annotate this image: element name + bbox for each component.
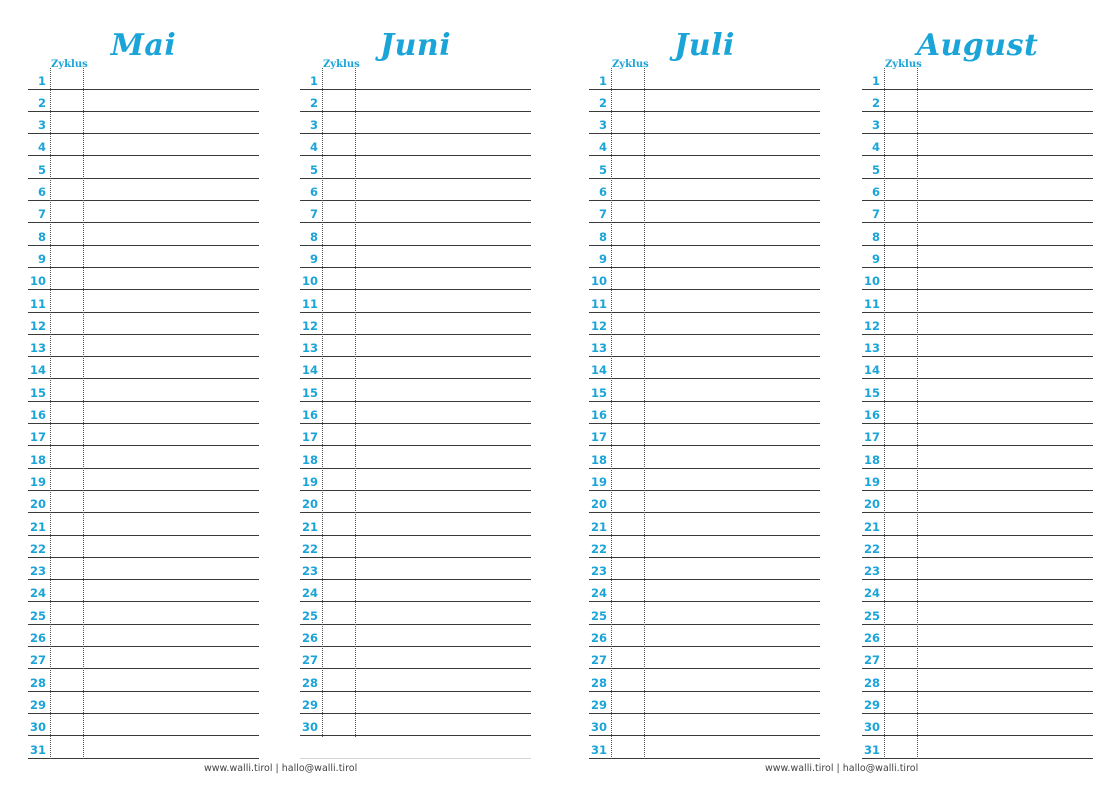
day-number: 9 (309, 251, 318, 266)
day-number: 16 (29, 408, 46, 423)
day-row[interactable] (28, 67, 259, 89)
day-row[interactable] (862, 558, 1093, 580)
day-number: 4 (37, 140, 46, 155)
zyklus-column-label: Zyklus (323, 59, 360, 70)
day-row[interactable] (862, 669, 1093, 691)
zyklus-column-label: Zyklus (51, 59, 88, 70)
month-title: Juni (379, 28, 452, 63)
day-row[interactable] (300, 602, 531, 624)
day-number: 9 (871, 251, 880, 266)
day-number: 18 (863, 452, 880, 467)
day-row[interactable] (300, 513, 531, 535)
day-number: 5 (598, 162, 607, 177)
day-number: 2 (871, 95, 880, 110)
day-row[interactable] (862, 313, 1093, 335)
day-number: 27 (301, 653, 318, 668)
day-row[interactable] (300, 736, 531, 758)
day-row[interactable] (28, 736, 259, 758)
day-number: 10 (29, 274, 46, 289)
day-row[interactable] (300, 625, 531, 647)
day-row[interactable] (28, 357, 259, 379)
day-number: 30 (301, 720, 318, 735)
day-row[interactable] (300, 290, 531, 312)
day-number: 11 (29, 296, 46, 311)
day-row[interactable] (28, 379, 259, 401)
day-number: 17 (29, 430, 46, 445)
day-row[interactable] (589, 580, 820, 602)
day-number: 14 (863, 363, 880, 378)
day-rows (862, 67, 1093, 758)
day-number: 29 (301, 697, 318, 712)
day-number: 22 (590, 541, 607, 556)
day-number: 28 (301, 675, 318, 690)
day-row[interactable] (300, 335, 531, 357)
day-number: 31 (29, 742, 46, 757)
day-row[interactable] (862, 692, 1093, 714)
day-row[interactable] (862, 379, 1093, 401)
day-row[interactable] (28, 201, 259, 223)
day-number: 25 (590, 608, 607, 623)
day-row[interactable] (300, 134, 531, 156)
day-number: 28 (29, 675, 46, 690)
day-row[interactable] (300, 90, 531, 112)
day-number: 13 (863, 341, 880, 356)
day-number: 16 (590, 408, 607, 423)
day-row[interactable] (862, 335, 1093, 357)
day-number: 24 (29, 586, 46, 601)
day-row[interactable] (28, 536, 259, 558)
day-row[interactable] (300, 67, 531, 89)
day-number: 23 (301, 564, 318, 579)
day-row[interactable] (862, 491, 1093, 513)
day-row[interactable] (28, 290, 259, 312)
day-number: 22 (29, 541, 46, 556)
day-row[interactable] (28, 580, 259, 602)
day-row[interactable] (589, 335, 820, 357)
day-row[interactable] (28, 446, 259, 468)
day-number: 31 (590, 742, 607, 757)
day-row[interactable] (589, 90, 820, 112)
zyklus-divider-right (83, 68, 84, 759)
day-row[interactable] (589, 625, 820, 647)
day-row[interactable] (589, 179, 820, 201)
day-number: 6 (309, 185, 318, 200)
day-number: 18 (590, 452, 607, 467)
day-row[interactable] (300, 647, 531, 669)
day-number: 22 (301, 541, 318, 556)
day-number: 2 (37, 95, 46, 110)
day-number: 20 (29, 497, 46, 512)
day-number: 17 (590, 430, 607, 445)
day-row[interactable] (862, 513, 1093, 535)
day-number: 10 (301, 274, 318, 289)
day-row[interactable] (28, 491, 259, 513)
day-row[interactable] (300, 379, 531, 401)
day-row[interactable] (589, 446, 820, 468)
day-row[interactable] (28, 625, 259, 647)
day-row[interactable] (589, 223, 820, 245)
day-row[interactable] (589, 67, 820, 89)
day-number: 2 (309, 95, 318, 110)
day-row[interactable] (862, 736, 1093, 758)
footer-contact-text: www.walli.tirol | hallo@walli.tirol (765, 763, 919, 774)
day-number: 21 (301, 519, 318, 534)
day-row[interactable] (862, 67, 1093, 89)
day-number: 26 (29, 631, 46, 646)
day-number: 6 (598, 185, 607, 200)
day-number: 19 (863, 474, 880, 489)
day-row[interactable] (300, 692, 531, 714)
day-number: 4 (871, 140, 880, 155)
day-number: 4 (598, 140, 607, 155)
day-row[interactable] (589, 134, 820, 156)
day-number: 13 (301, 341, 318, 356)
day-row[interactable] (589, 602, 820, 624)
day-number: 26 (301, 631, 318, 646)
day-number: 25 (863, 608, 880, 623)
day-number: 12 (590, 318, 607, 333)
footer-contact-text: www.walli.tirol | hallo@walli.tirol (204, 763, 358, 774)
day-row[interactable] (589, 379, 820, 401)
day-row[interactable] (28, 714, 259, 736)
day-row[interactable] (300, 669, 531, 691)
day-row[interactable] (300, 156, 531, 178)
day-number: 23 (29, 564, 46, 579)
day-number: 20 (590, 497, 607, 512)
day-number: 21 (590, 519, 607, 534)
day-number: 11 (590, 296, 607, 311)
day-number: 17 (863, 430, 880, 445)
day-rows (28, 67, 259, 758)
day-number: 22 (863, 541, 880, 556)
day-row[interactable] (300, 580, 531, 602)
day-number: 29 (863, 697, 880, 712)
day-number: 8 (598, 229, 607, 244)
day-number: 14 (29, 363, 46, 378)
day-row[interactable] (300, 558, 531, 580)
day-row[interactable] (862, 112, 1093, 134)
day-row[interactable] (300, 313, 531, 335)
day-number: 16 (301, 408, 318, 423)
day-row[interactable] (28, 313, 259, 335)
day-number: 19 (590, 474, 607, 489)
day-row[interactable] (862, 201, 1093, 223)
day-number: 29 (29, 697, 46, 712)
day-row[interactable] (589, 692, 820, 714)
day-row[interactable] (28, 90, 259, 112)
day-row[interactable] (300, 357, 531, 379)
day-number: 21 (29, 519, 46, 534)
day-number: 15 (863, 385, 880, 400)
month-column-august (862, 0, 1093, 760)
day-row[interactable] (862, 268, 1093, 290)
zyklus-divider-right (355, 68, 356, 737)
day-row[interactable] (589, 246, 820, 268)
day-number: 6 (37, 185, 46, 200)
day-row[interactable] (862, 90, 1093, 112)
day-number: 8 (37, 229, 46, 244)
day-number: 23 (590, 564, 607, 579)
day-number: 25 (29, 608, 46, 623)
zyklus-divider-left (884, 68, 885, 759)
day-row[interactable] (300, 424, 531, 446)
day-number: 1 (309, 73, 318, 88)
day-row[interactable] (862, 536, 1093, 558)
day-row[interactable] (862, 446, 1093, 468)
day-number: 4 (309, 140, 318, 155)
day-row[interactable] (589, 201, 820, 223)
day-number: 27 (590, 653, 607, 668)
day-number: 7 (309, 207, 318, 222)
day-row[interactable] (28, 469, 259, 491)
day-row[interactable] (589, 536, 820, 558)
day-row[interactable] (862, 402, 1093, 424)
day-number: 5 (871, 162, 880, 177)
day-number: 24 (301, 586, 318, 601)
day-row[interactable] (300, 446, 531, 468)
day-number: 26 (863, 631, 880, 646)
day-number: 12 (863, 318, 880, 333)
day-number: 1 (598, 73, 607, 88)
day-row[interactable] (589, 112, 820, 134)
day-row[interactable] (862, 357, 1093, 379)
day-number: 15 (590, 385, 607, 400)
day-number: 28 (590, 675, 607, 690)
day-number: 12 (301, 318, 318, 333)
day-row[interactable] (300, 179, 531, 201)
zyklus-column-label: Zyklus (612, 59, 649, 70)
day-row[interactable] (589, 402, 820, 424)
day-number: 28 (863, 675, 880, 690)
day-row[interactable] (300, 246, 531, 268)
day-row[interactable] (28, 179, 259, 201)
day-number: 30 (863, 720, 880, 735)
day-number: 7 (598, 207, 607, 222)
day-row[interactable] (862, 156, 1093, 178)
day-row[interactable] (862, 602, 1093, 624)
day-number: 25 (301, 608, 318, 623)
day-row[interactable] (28, 268, 259, 290)
day-row[interactable] (28, 223, 259, 245)
day-number: 11 (863, 296, 880, 311)
day-number: 11 (301, 296, 318, 311)
month-title: Mai (110, 28, 177, 63)
day-row[interactable] (589, 424, 820, 446)
day-row[interactable] (589, 558, 820, 580)
day-row[interactable] (589, 268, 820, 290)
day-number: 15 (301, 385, 318, 400)
zyklus-divider-left (50, 68, 51, 759)
day-row[interactable] (28, 335, 259, 357)
day-number: 24 (863, 586, 880, 601)
day-row[interactable] (862, 246, 1093, 268)
day-row[interactable] (28, 246, 259, 268)
day-row[interactable] (589, 156, 820, 178)
day-number: 30 (590, 720, 607, 735)
day-row[interactable] (589, 313, 820, 335)
day-number: 20 (301, 497, 318, 512)
day-number: 19 (29, 474, 46, 489)
day-row[interactable] (862, 625, 1093, 647)
day-number: 3 (598, 118, 607, 133)
day-row[interactable] (300, 491, 531, 513)
month-column-mai (28, 0, 259, 760)
day-row[interactable] (862, 647, 1093, 669)
day-row[interactable] (28, 647, 259, 669)
day-row[interactable] (589, 714, 820, 736)
day-row[interactable] (28, 558, 259, 580)
day-number: 12 (29, 318, 46, 333)
day-row[interactable] (862, 424, 1093, 446)
day-number: 1 (871, 73, 880, 88)
day-row[interactable] (28, 134, 259, 156)
day-row[interactable] (300, 268, 531, 290)
day-number: 3 (871, 118, 880, 133)
zyklus-divider-left (322, 68, 323, 737)
day-number: 6 (871, 185, 880, 200)
day-number: 1 (37, 73, 46, 88)
day-row[interactable] (589, 491, 820, 513)
day-row[interactable] (862, 290, 1093, 312)
day-number: 2 (598, 95, 607, 110)
day-row[interactable] (28, 402, 259, 424)
day-number: 30 (29, 720, 46, 735)
day-number: 19 (301, 474, 318, 489)
day-row[interactable] (589, 669, 820, 691)
day-number: 13 (29, 341, 46, 356)
day-number: 9 (598, 251, 607, 266)
day-number: 14 (590, 363, 607, 378)
day-row[interactable] (589, 469, 820, 491)
day-number: 7 (37, 207, 46, 222)
day-row[interactable] (300, 223, 531, 245)
day-row[interactable] (300, 112, 531, 134)
month-column-juli (589, 0, 820, 760)
day-row[interactable] (589, 290, 820, 312)
day-number: 29 (590, 697, 607, 712)
day-number: 3 (309, 118, 318, 133)
day-number: 3 (37, 118, 46, 133)
day-number: 26 (590, 631, 607, 646)
day-row[interactable] (589, 736, 820, 758)
day-row[interactable] (300, 201, 531, 223)
day-rows (589, 67, 820, 758)
day-number: 27 (863, 653, 880, 668)
day-number: 8 (309, 229, 318, 244)
day-number: 27 (29, 653, 46, 668)
zyklus-divider-left (611, 68, 612, 759)
day-row[interactable] (28, 513, 259, 535)
day-number: 14 (301, 363, 318, 378)
day-row[interactable] (300, 469, 531, 491)
day-row[interactable] (862, 134, 1093, 156)
day-row[interactable] (28, 692, 259, 714)
zyklus-divider-right (917, 68, 918, 759)
day-number: 7 (871, 207, 880, 222)
day-row[interactable] (300, 536, 531, 558)
day-row[interactable] (28, 669, 259, 691)
day-row[interactable] (862, 580, 1093, 602)
day-number: 23 (863, 564, 880, 579)
day-row[interactable] (589, 357, 820, 379)
day-number: 24 (590, 586, 607, 601)
day-number: 20 (863, 497, 880, 512)
day-row[interactable] (300, 402, 531, 424)
day-number: 15 (29, 385, 46, 400)
day-number: 5 (37, 162, 46, 177)
day-row[interactable] (589, 513, 820, 535)
day-row[interactable] (862, 714, 1093, 736)
day-number: 10 (590, 274, 607, 289)
day-number: 17 (301, 430, 318, 445)
day-row[interactable] (862, 223, 1093, 245)
day-number: 9 (37, 251, 46, 266)
zyklus-divider-right (644, 68, 645, 759)
day-number: 18 (301, 452, 318, 467)
day-rows (300, 67, 531, 758)
month-title: Juli (674, 28, 735, 63)
day-number: 10 (863, 274, 880, 289)
day-row[interactable] (28, 602, 259, 624)
day-number: 18 (29, 452, 46, 467)
day-row[interactable] (28, 156, 259, 178)
day-number: 8 (871, 229, 880, 244)
day-number: 21 (863, 519, 880, 534)
day-row[interactable] (862, 179, 1093, 201)
month-title: August (916, 28, 1039, 63)
month-column-juni (300, 0, 531, 760)
day-row[interactable] (589, 647, 820, 669)
day-row[interactable] (28, 112, 259, 134)
day-number: 31 (863, 742, 880, 757)
day-row[interactable] (28, 424, 259, 446)
day-row[interactable] (862, 469, 1093, 491)
day-number: 16 (863, 408, 880, 423)
day-row[interactable] (300, 714, 531, 736)
zyklus-column-label: Zyklus (885, 59, 922, 70)
day-number: 5 (309, 162, 318, 177)
day-number: 13 (590, 341, 607, 356)
